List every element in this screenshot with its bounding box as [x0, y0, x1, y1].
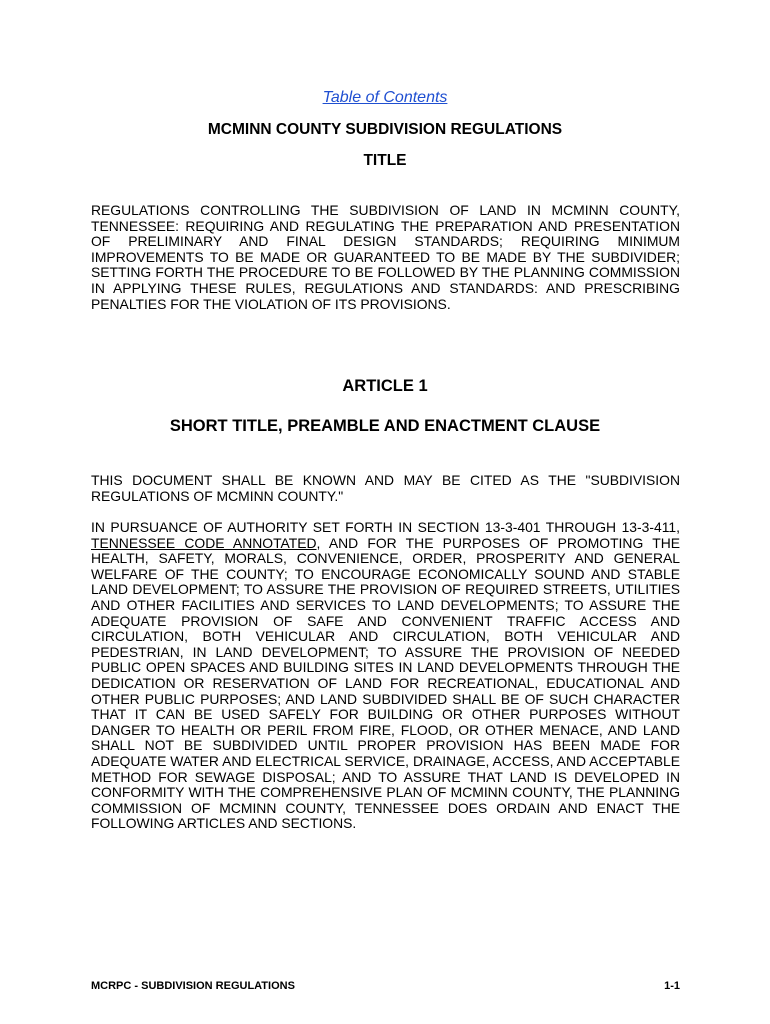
article-heading: ARTICLE 1: [342, 377, 428, 395]
footer-document-name: MCRPC - SUBDIVISION REGULATIONS: [91, 980, 295, 992]
title-heading: TITLE: [363, 152, 407, 169]
table-of-contents-link[interactable]: Table of Contents: [322, 89, 448, 106]
enactment-paragraph: [91, 520, 680, 832]
article-subheading: SHORT TITLE, PREAMBLE AND ENACTMENT CLAUSE: [169, 417, 601, 435]
short-title-paragraph: THIS DOCUMENT SHALL BE KNOWN AND MAY BE CITED AS THE "SUBDIVISION REGULATIONS OF MCMINN COUNTY.": [91, 472, 680, 504]
page-number: 1-1: [664, 980, 680, 992]
document-title: MCMINN COUNTY SUBDIVISION REGULATIONS: [207, 121, 563, 138]
tennessee-code-annotated: TENNESSEE CODE ANNOTATED: [91, 534, 317, 551]
enactment-text-start: IN PURSUANCE OF AUTHORITY SET FORTH IN SECTION 13-3-401 THROUGH 13-3-411,: [91, 519, 680, 535]
enactment-text-rest: , AND FOR THE PURPOSES OF PROMOTING THE HEALTH, SAFETY, MORALS, CONVENIENCE, ORDER, PROSPERITY AND GENERAL WELFARE OF THE COUNTY; TO ENCOURAGE ECONOMICALLY SOUND AND STABLE LAND DEVELOPMENT; TO ASSURE THE PROVISION OF REQUIRED STREETS, UTILITIES AND OTHER FACILITIES AND SERVICES TO LAND DEVELOPMENTS; TO ASSURE THE ADEQUATE PROVISION OF SAFE AND CONVENIENT TRAFFIC ACCESS AND CIRCULATION, BOTH VEHICULAR AND CIRCULATION, BOTH VEHICULAR AND PEDESTRIAN, IN LAND DEVELOPMENT; TO ASSURE THE PROVISION OF NEEDED PUBLIC OPEN SPACES AND BUILDING SITES IN LAND DEVELOPMENTS THROUGH THE DEDICATION OR RESERVATION OF LAND FOR RECREATIONAL, EDUCATIONAL AND OTHER PUBLIC PURPOSES; AND LAND SUBDIVIDED SHALL BE OF SUCH CHARACTER THAT IT CAN BE USED SAFELY FOR BUILDING OR OTHER PURPOSES WITHOUT DANGER TO HEALTH OR PERIL FROM FIRE, FLOOD, OR OTHER MENACE, AND LAND SHALL NOT BE SUBDIVIDED UNTIL PROPER PROVISION HAS BEEN MADE FOR ADEQUATE WATER AND ELECTRICAL SERVICE, DRAINAGE, ACCESS, AND ACCEPTABLE METHOD FOR SEWAGE DISPOSAL; AND TO ASSURE THAT LAND IS DEVELOPED IN CONFORMITY WITH THE COMPREHENSIVE PLAN OF MCMINN COUNTY, THE PLANNING COMMISSION OF MCMINN COUNTY, TENNESSEE DOES ORDAIN AND ENACT THE FOLLOWING ARTICLES AND SECTIONS.: [91, 534, 680, 832]
regulations-paragraph: REGULATIONS CONTROLLING THE SUBDIVISION OF LAND IN MCMINN COUNTY, TENNESSEE: REQUIRING AND REGULATING THE PREPARATION AND PRESENTATION OF PRELIMINARY AND FINAL DESIGN STANDARDS; REQUIRING MINIMUM IMPROVEMENTS TO BE MADE OR GUARANTEED TO BE MADE BY THE SUBDIVIDER; SETTING FORTH THE PROCEDURE TO BE FOLLOWED BY THE PLANNING COMMISSION IN APPLYING THESE RULES, REGULATIONS AND STANDARDS: AND PRESCRIBING PENALTIES FOR THE VIOLATION OF ITS PROVISIONS.: [91, 202, 680, 312]
